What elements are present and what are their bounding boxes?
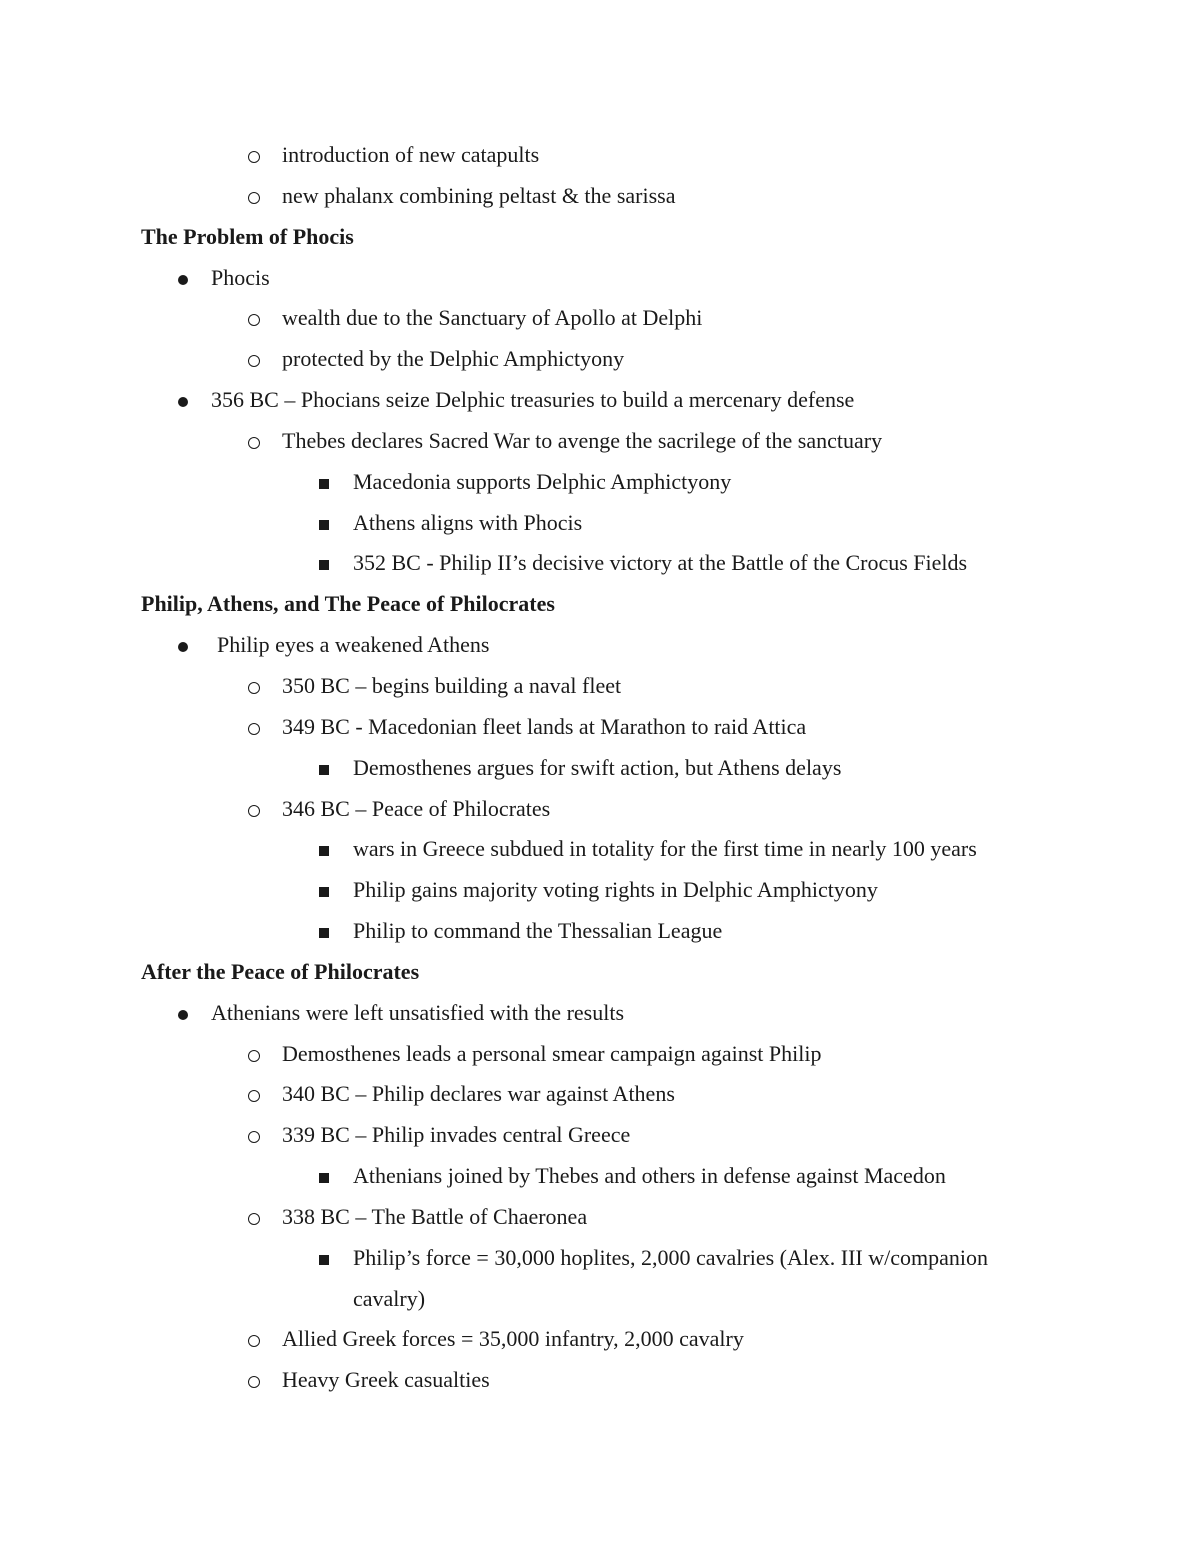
bullet-continuation bbox=[0, 1279, 1200, 1320]
hollow-circle-bullet-icon bbox=[248, 1131, 260, 1143]
sub-sub-bullet-item bbox=[0, 911, 1200, 952]
sub-bullet-item bbox=[0, 1197, 1200, 1238]
filled-square-bullet-icon bbox=[319, 479, 329, 489]
item-text: Demosthenes leads a personal smear campaign against Philip bbox=[282, 1040, 822, 1066]
filled-square-bullet-icon bbox=[319, 887, 329, 897]
filled-circle-bullet-icon bbox=[178, 642, 188, 652]
item-text: Athens aligns with Phocis bbox=[353, 509, 583, 535]
item-text: Philip to command the Thessalian League bbox=[353, 918, 723, 944]
filled-square-bullet-icon bbox=[319, 846, 329, 856]
item-text: Athenians were left unsatisfied with the results bbox=[211, 999, 625, 1025]
sub-bullet-item bbox=[0, 1360, 1200, 1401]
item-text: 346 BC – Peace of Philocrates bbox=[282, 795, 551, 821]
sub-sub-bullet-item bbox=[0, 829, 1200, 870]
filled-square-bullet-icon bbox=[319, 1173, 329, 1183]
item-text: wars in Greece subdued in totality for the first time in nearly 100 years bbox=[353, 836, 977, 862]
filled-square-bullet-icon bbox=[319, 928, 329, 938]
hollow-circle-bullet-icon bbox=[248, 805, 260, 817]
item-text: 340 BC – Philip declares war against Athens bbox=[282, 1081, 675, 1107]
item-text: protected by the Delphic Amphictyony bbox=[282, 346, 625, 372]
item-text: 338 BC – The Battle of Chaeronea bbox=[282, 1203, 588, 1229]
sub-bullet-item bbox=[0, 339, 1200, 380]
sub-bullet-item bbox=[0, 1319, 1200, 1360]
bullet-item bbox=[0, 258, 1200, 299]
hollow-circle-bullet-icon bbox=[248, 682, 260, 694]
item-text: introduction of new catapults bbox=[282, 142, 540, 167]
item-text: Demosthenes argues for swift action, but Athens delays bbox=[353, 754, 842, 780]
item-text: 352 BC - Philip II’s decisive victory at the Battle of the Crocus Fields bbox=[353, 550, 968, 576]
bullet-item bbox=[0, 993, 1200, 1034]
item-text: Heavy Greek casualties bbox=[282, 1367, 490, 1393]
item-text: Macedonia supports Delphic Amphictyony bbox=[353, 468, 732, 494]
item-text: cavalry) bbox=[353, 1285, 426, 1311]
filled-circle-bullet-icon bbox=[178, 1010, 188, 1020]
filled-square-bullet-icon bbox=[319, 765, 329, 775]
hollow-circle-bullet-icon bbox=[248, 355, 260, 367]
item-text: 356 BC – Phocians seize Delphic treasuries to build a mercenary defense bbox=[211, 387, 855, 413]
filled-square-bullet-icon bbox=[319, 1255, 329, 1265]
sub-bullet-item bbox=[0, 176, 1200, 217]
item-text: Philip’s force = 30,000 hoplites, 2,000 cavalries (Alex. III w/companion bbox=[353, 1244, 988, 1270]
item-text: 339 BC – Philip invades central Greece bbox=[282, 1122, 631, 1148]
hollow-circle-bullet-icon bbox=[248, 1090, 260, 1102]
hollow-circle-bullet-icon bbox=[248, 1335, 260, 1347]
document-page bbox=[0, 135, 1200, 1401]
sub-bullet-item bbox=[0, 1074, 1200, 1115]
hollow-circle-bullet-icon bbox=[248, 1213, 260, 1225]
hollow-circle-bullet-icon bbox=[248, 314, 260, 326]
bullet-item bbox=[0, 625, 1200, 666]
sub-bullet-item bbox=[0, 707, 1200, 748]
heading-text: After the Peace of Philocrates bbox=[141, 958, 420, 984]
sub-sub-bullet-item bbox=[0, 1238, 1200, 1279]
hollow-circle-bullet-icon bbox=[248, 1376, 260, 1388]
sub-sub-bullet-item bbox=[0, 543, 1200, 584]
item-text: Athenians joined by Thebes and others in defense against Macedon bbox=[353, 1163, 946, 1189]
section-heading bbox=[0, 952, 1200, 993]
sub-sub-bullet-item bbox=[0, 462, 1200, 503]
sub-bullet-item bbox=[0, 666, 1200, 707]
filled-square-bullet-icon bbox=[319, 560, 329, 570]
heading-text: Philip, Athens, and The Peace of Philocrates bbox=[141, 591, 555, 617]
sub-sub-bullet-item bbox=[0, 1156, 1200, 1197]
hollow-circle-bullet-icon bbox=[248, 151, 260, 163]
item-text: Allied Greek forces = 35,000 infantry, 2,000 cavalry bbox=[282, 1326, 744, 1352]
sub-sub-bullet-item bbox=[0, 748, 1200, 789]
item-text: 349 BC - Macedonian fleet lands at Marathon to raid Attica bbox=[282, 713, 807, 739]
section-heading bbox=[0, 217, 1200, 258]
sub-bullet-item bbox=[0, 135, 1200, 176]
sub-bullet-item bbox=[0, 1034, 1200, 1075]
item-text: Philip gains majority voting rights in Delphic Amphictyony bbox=[353, 877, 878, 903]
sub-sub-bullet-item bbox=[0, 870, 1200, 911]
item-text: wealth due to the Sanctuary of Apollo at Delphi bbox=[282, 305, 703, 331]
sub-bullet-item bbox=[0, 789, 1200, 830]
item-text: new phalanx combining peltast & the sarissa bbox=[282, 182, 676, 208]
bullet-item bbox=[0, 380, 1200, 421]
sub-bullet-item bbox=[0, 1115, 1200, 1156]
sub-bullet-item bbox=[0, 421, 1200, 462]
heading-text: The Problem of Phocis bbox=[141, 223, 354, 249]
item-text: Thebes declares Sacred War to avenge the sacrilege of the sanctuary bbox=[282, 427, 883, 453]
hollow-circle-bullet-icon bbox=[248, 192, 260, 204]
hollow-circle-bullet-icon bbox=[248, 1050, 260, 1062]
hollow-circle-bullet-icon bbox=[248, 437, 260, 449]
item-text: 350 BC – begins building a naval fleet bbox=[282, 672, 622, 698]
item-text: Phocis bbox=[211, 264, 270, 290]
sub-sub-bullet-item bbox=[0, 503, 1200, 544]
filled-circle-bullet-icon bbox=[178, 397, 188, 407]
sub-bullet-item bbox=[0, 298, 1200, 339]
filled-square-bullet-icon bbox=[319, 520, 329, 530]
item-text: Philip eyes a weakened Athens bbox=[217, 632, 490, 658]
hollow-circle-bullet-icon bbox=[248, 723, 260, 735]
filled-circle-bullet-icon bbox=[178, 275, 188, 285]
section-heading bbox=[0, 584, 1200, 625]
